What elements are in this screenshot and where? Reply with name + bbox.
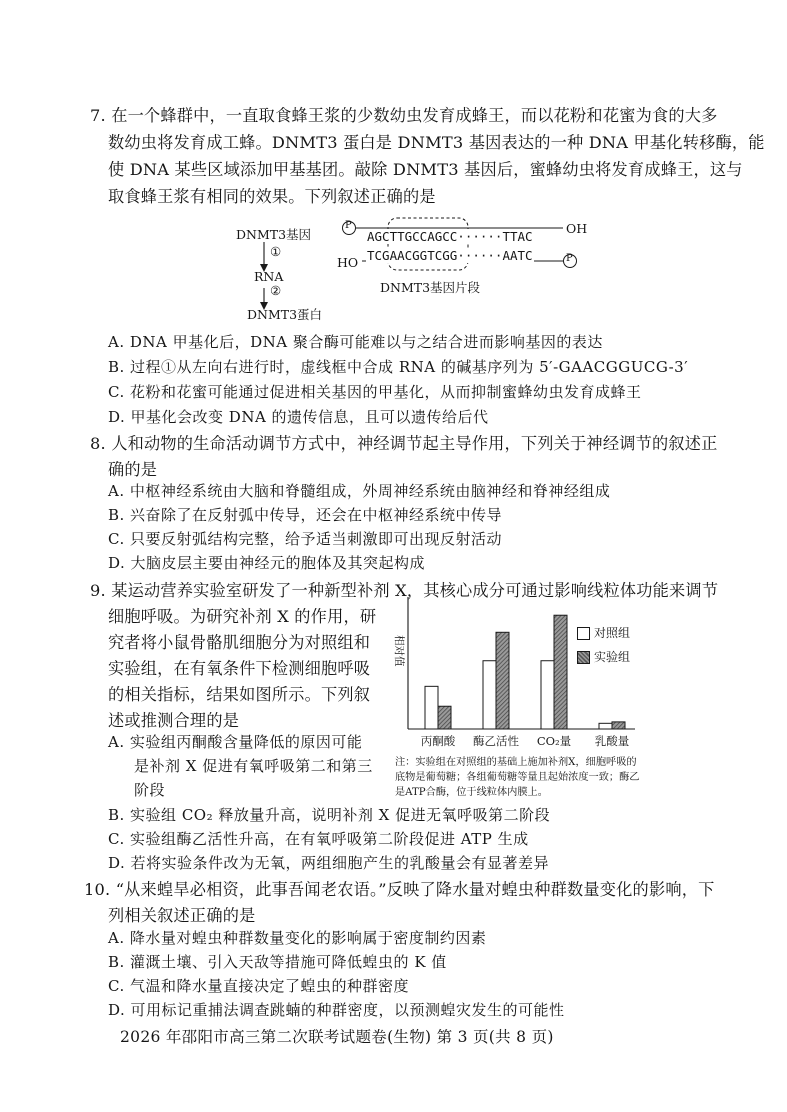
bar-control-pyruvate: [425, 686, 438, 729]
q7-line-2: 数幼虫将发育成工蜂。DNMT3 蛋白是 DNMT3 基因表达的一种 DNA 甲基化转移酶，能: [108, 133, 765, 152]
legend-control-label: 对照组: [594, 626, 631, 640]
bar-experiment-enzyme-b-activity: [496, 632, 509, 729]
step-1-marker: ①: [270, 244, 282, 259]
chart-note: 注：实验组在对照组的基础上施加补剂X，细胞呼吸的底物是葡萄糖；各组葡萄糖等量且起始浓度一致；酶乙是ATP合酶，位于线粒体内膜上。: [395, 757, 640, 798]
q9-line-2: 细胞呼吸。为研究补剂 X 的作用，研: [108, 607, 377, 626]
q9-option-b[interactable]: B. 实验组 CO₂ 释放量升高，说明补剂 X 促进无氧呼吸第二阶段: [108, 806, 551, 824]
category-label-enzyme-b-activity: 酶乙活性: [473, 734, 519, 748]
bottom-strand-seq: TCGAACGGTCGG······AATC: [367, 248, 533, 263]
q9-option-a-cont-2: 阶段: [134, 781, 166, 799]
legend-control-swatch: [577, 627, 590, 640]
q9-line-3: 究者将小鼠骨骼肌细胞分为对照组和: [108, 633, 371, 652]
step-2-marker: ②: [270, 283, 282, 298]
q10-line-1: 10. “从来蝗旱必相资，此事吾闻老农语。”反映了降水量对蝗虫种群数量变化的影响，下: [84, 880, 715, 899]
q8-option-b[interactable]: B. 兴奋除了在反射弧中传导，还会在中枢神经系统中传导: [108, 506, 503, 524]
category-label-co2-amount: CO₂量: [536, 734, 572, 748]
q7-option-d[interactable]: D. 甲基化会改变 DNA 的遗传信息，且可以遗传给后代: [108, 408, 489, 426]
q9-option-a-cont-1: 是补剂 X 促进有氧呼吸第二和第三: [134, 757, 373, 775]
q9-line-4: 实验组，在有氧条件下检测细胞呼吸: [108, 659, 371, 678]
dna-strands-diagram: [340, 215, 600, 275]
q7-option-a[interactable]: A. DNA 甲基化后，DNA 聚合酶可能难以与之结合进而影响基因的表达: [108, 333, 603, 351]
q8-option-c[interactable]: C. 只要反射弧结构完整，给予适当刺激即可出现反射活动: [108, 530, 502, 548]
q8-option-a[interactable]: A. 中枢神经系统由大脑和脊髓组成，外周神经系统由脑神经和脊神经组成: [108, 482, 611, 500]
phosphate-top: P: [345, 220, 352, 231]
phosphate-bottom: P: [566, 253, 573, 264]
page-footer: 2026 年邵阳市高三第二次联考试题卷(生物) 第 3 页(共 8 页): [120, 1028, 554, 1046]
category-label-lactate-amount: 乳酸量: [594, 734, 630, 748]
dnmt3-gene-label: DNMT3基因: [236, 227, 312, 242]
q10-option-b[interactable]: B. 灌溉土壤、引入天敌等措施可降低蝗虫的 K 值: [108, 953, 447, 971]
rna-label: RNA: [254, 269, 284, 284]
fragment-label: DNMT3基因片段: [380, 280, 481, 295]
bottom-strand-start: HO: [337, 255, 359, 270]
q10-line-2: 列相关叙述正确的是: [108, 906, 256, 925]
q9-line-6: 述或推测合理的是: [108, 711, 240, 730]
q10-option-a[interactable]: A. 降水量对蝗虫种群数量变化的影响属于密度制约因素: [108, 929, 487, 947]
bar-experiment-lactate-amount: [612, 722, 625, 729]
q10-option-c[interactable]: C. 气温和降水量直接决定了蝗虫的种群密度: [108, 977, 409, 995]
q7-option-b[interactable]: B. 过程①从左向右进行时，虚线框中合成 RNA 的碱基序列为 5′-GAACGGUCG-3′: [108, 358, 689, 376]
q8-line-2: 确的是: [108, 460, 158, 479]
bar-control-enzyme-b-activity: [483, 661, 496, 729]
q8-line-1: 8. 人和动物的生命活动调节方式中，神经调节起主导作用，下列关于神经调节的叙述正: [90, 434, 718, 453]
q7-line-3: 使 DNA 某些区域添加甲基基团。敲除 DNMT3 基因后，蜜蜂幼虫将发育成蜂王，这与: [108, 160, 743, 179]
respiration-bar-chart: [390, 595, 650, 755]
bar-control-co2-amount: [541, 661, 554, 729]
category-label-pyruvate: 丙酮酸: [420, 734, 456, 748]
q9-line-1: 9. 某运动营养实验室研发了一种新型补剂 X，其核心成分可通过影响线粒体功能来调节: [90, 581, 719, 600]
legend-experiment-label: 实验组: [594, 650, 631, 664]
q7-option-c[interactable]: C. 花粉和花蜜可能通过促进相关基因的甲基化，从而抑制蜜蜂幼虫发育成蜂王: [108, 383, 642, 401]
q9-option-d[interactable]: D. 若将实验条件改为无氧，两组细胞产生的乳酸量会有显著差异: [108, 854, 550, 872]
q7-line-4: 取食蜂王浆有相同的效果。下列叙述正确的是: [108, 187, 436, 206]
q8-option-d[interactable]: D. 大脑皮层主要由神经元的胞体及其突起构成: [108, 554, 426, 572]
bar-control-lactate-amount: [599, 723, 612, 729]
q9-line-5: 的相关指标，结果如图所示。下列叙: [108, 685, 371, 704]
dnmt3-protein-label: DNMT3蛋白: [247, 307, 323, 322]
bar-experiment-co2-amount: [554, 615, 567, 729]
q10-option-d[interactable]: D. 可用标记重捕法调查跳蝻的种群密度，以预测蝗灾发生的可能性: [108, 1001, 565, 1019]
q9-option-c[interactable]: C. 实验组酶乙活性升高，在有氧呼吸第二阶段促进 ATP 生成: [108, 830, 529, 848]
chart-y-label: 相对值: [393, 635, 405, 667]
top-strand-seq: AGCTTGCCAGCC······TTAC: [367, 229, 533, 244]
q9-option-a[interactable]: A. 实验组丙酮酸含量降低的原因可能: [108, 733, 363, 751]
top-strand-end: OH: [566, 221, 588, 236]
q7-line-1: 7. 在一个蜂群中，一直取食蜂王浆的少数幼虫发育成蜂王，而以花粉和花蜜为食的大多: [90, 106, 718, 125]
bar-experiment-pyruvate: [438, 706, 451, 729]
legend-experiment-swatch: [577, 651, 590, 664]
